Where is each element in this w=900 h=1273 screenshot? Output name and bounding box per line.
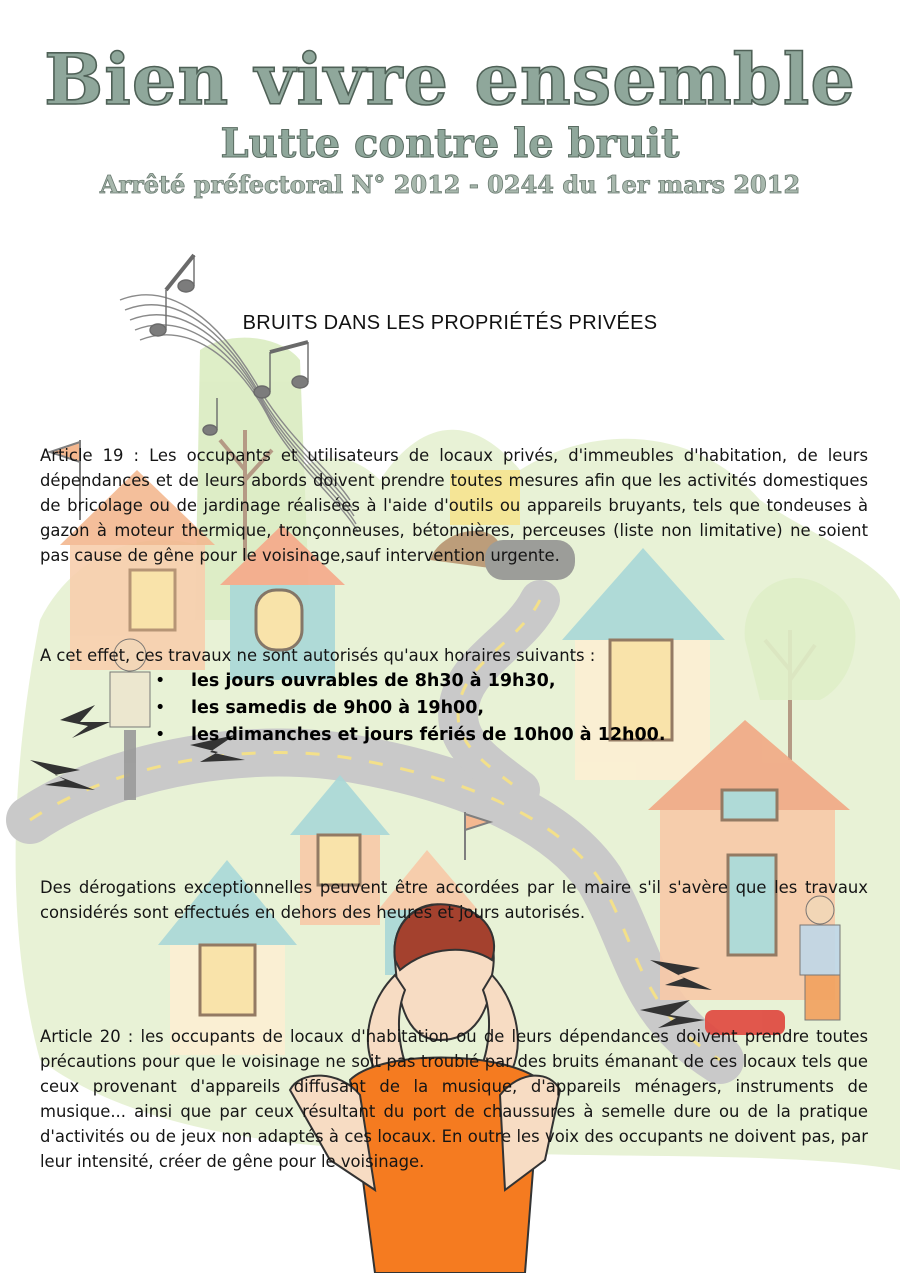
page-subtitle: Lutte contre le bruit (220, 120, 680, 167)
section-heading: BRUITS DANS LES PROPRIÉTÉS PRIVÉES (242, 312, 658, 334)
page-title: Bien vivre ensemble (44, 38, 856, 121)
decree-reference: Arrêté préfectoral N° 2012 - 0244 du 1er mars 2012 (99, 170, 801, 199)
hours-list (155, 668, 666, 749)
derogation-paragraph: Des dérogations exceptionnelles peuvent être accordées par le maire s'il s'avère que les travaux considérés sont effectués en dehors des heures et jours autorisés. (40, 878, 868, 922)
hours-sundays-holidays: • les dimanches et jours fériés de 10h00 à 12h00. (155, 722, 666, 749)
hours-weekdays: • les jours ouvrables de 8h30 à 19h30, (155, 668, 666, 695)
hours-intro: A cet effet, ces travaux ne sont autorisés qu'aux horaires suivants : (40, 646, 596, 665)
article-20: Article 20 : les occupants de locaux d'habitation ou de leurs dépendances doivent prendre toutes précautions pour que le voisinage ne soit pas troublé par des bruits émanant de ces locaux tels que ceux provenant d'appareils diffusant de la musique, d'appareils ménagers, instruments de musique... ainsi que par ceux résultant du port de chaussures à semelle dure ou de la pratique d'activités ou de jeux non adaptés à ces locaux. En outre les voix des occupants ne doivent pas, par leur intensité, créer de gêne pour le voisinage. (40, 1027, 868, 1171)
hours-saturdays: • les samedis de 9h00 à 19h00, (155, 695, 666, 722)
article-19: Article 19 : Les occupants et utilisateurs de locaux privés, d'immeubles d'habitation, de leurs dépendances et de leurs abords doivent prendre toutes mesures afin que les activités domestiques de bricolage ou de jardinage réalisées à l'aide d'outils ou appareils bruyants, tels que tondeuses à gazon à moteur thermique, tronçonneuses, bétonnières, perceuses (liste non limitative) ne soient pas cause de gêne pour le voisinage,sauf intervention urgente. (40, 446, 868, 565)
